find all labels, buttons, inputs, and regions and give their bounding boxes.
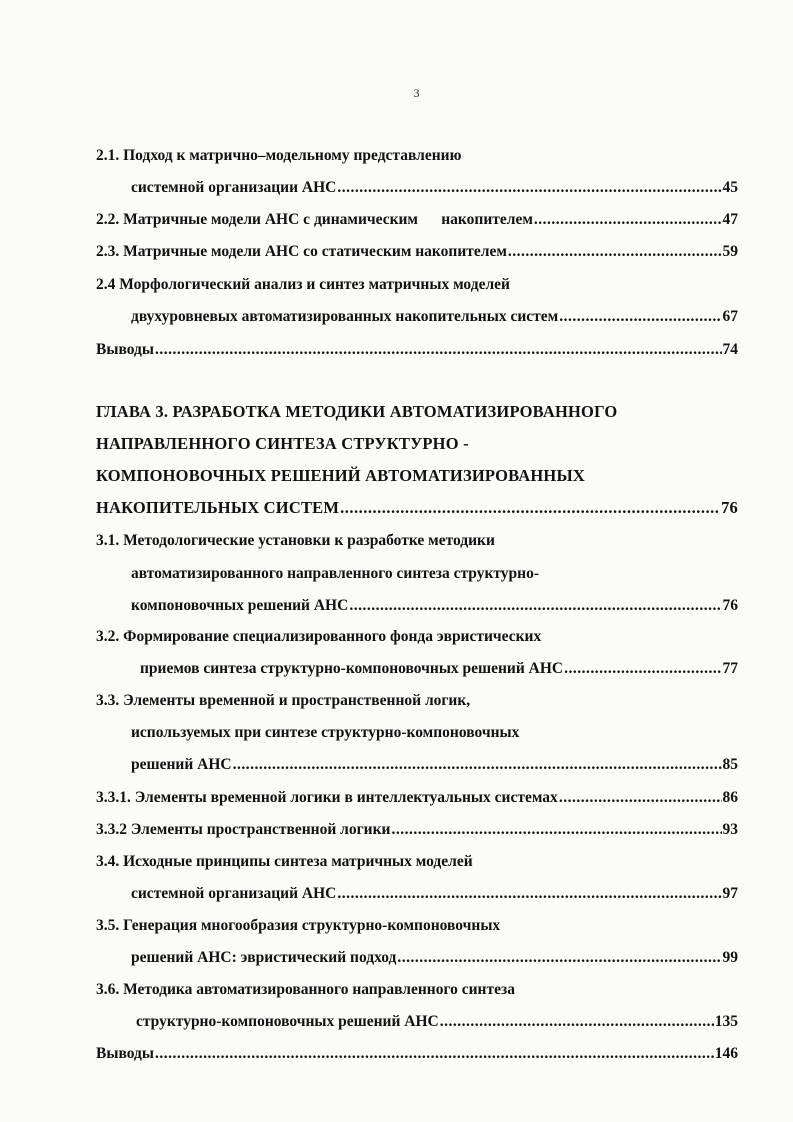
toc-entry-2-4-line2	[131, 304, 738, 330]
toc-entry-text: компоновочных решений АНС	[131, 597, 349, 614]
toc-entry-3-5-line2	[131, 945, 738, 971]
dot-leader	[349, 593, 721, 619]
toc-entry-text: решений АНС: эвристический подход	[131, 949, 397, 966]
toc-entry-3-5-line1	[96, 913, 738, 939]
toc-entry-3-4-line2	[131, 881, 738, 907]
toc-entry-3-1-line2	[131, 561, 738, 587]
dot-leader	[559, 785, 722, 811]
toc-page-number: 59	[722, 243, 738, 260]
toc-entry-text: 3.4. Исходные принципы синтеза матричных моделей	[96, 853, 473, 870]
toc-chapter-3-line3	[96, 463, 738, 489]
toc-entry-text: 3.3. Элементы временной и пространственной логик,	[96, 692, 471, 709]
dot-leader	[340, 495, 720, 521]
toc-entry-text: 2.4 Морфологический анализ и синтез матричных моделей	[96, 276, 510, 293]
toc-entry-text: приемов синтеза структурно-компоновочных решений АНС	[140, 660, 564, 677]
toc-entry-text: системной организации АНС	[131, 179, 337, 196]
toc-entry-text: 2.2. Матричные модели АНС с динамическим накопителем	[96, 211, 533, 228]
toc-entry-text: решений АНС	[131, 756, 232, 773]
toc-entry-3-2-line1	[96, 624, 738, 650]
toc-entry-2-3	[96, 239, 738, 265]
toc-entry-3-6-line2	[136, 1009, 738, 1035]
toc-entry-text: 3.3.1. Элементы временной логики в интеллектуальных системах	[96, 789, 558, 806]
toc-entry-text: 3.5. Генерация многообразия структурно-компоновочных	[96, 917, 501, 934]
chapter-title-text: НАПРАВЛЕННОГО СИНТЕЗА СТРУКТУРНО -	[96, 434, 469, 453]
toc-entry-conclusions-ch2	[96, 337, 738, 363]
toc-page-number: 76	[722, 597, 738, 614]
dot-leader	[337, 175, 721, 201]
toc-page-number: 85	[722, 756, 738, 773]
toc-entry-text: 3.2. Формирование специализированного фонда эвристических	[96, 628, 542, 645]
toc-entry-3-6-line1	[96, 977, 738, 1003]
toc-entry-2-2	[96, 207, 738, 233]
toc-entry-3-3-2	[96, 817, 738, 843]
dot-leader	[534, 207, 722, 233]
chapter-title-text: НАКОПИТЕЛЬНЫХ СИСТЕМ	[96, 498, 340, 517]
toc-page-number: 76	[721, 498, 738, 517]
toc-entry-text: структурно-компоновочных решений АНС	[136, 1013, 439, 1030]
toc-entry-3-3-line1	[96, 688, 738, 714]
toc-entry-text: 3.6. Методика автоматизированного направленного синтеза	[96, 981, 515, 998]
dot-leader	[559, 304, 721, 330]
toc-entry-text: 2.1. Подход к матрично–модельному представлению	[96, 147, 462, 164]
toc-entry-3-3-1	[96, 785, 738, 811]
toc-entry-3-3-line3	[131, 752, 738, 778]
toc-entry-2-1-line2	[131, 175, 738, 201]
dot-leader	[155, 1041, 714, 1067]
toc-page-number: 47	[722, 211, 738, 228]
dot-leader	[233, 752, 722, 778]
toc-page-number: 86	[722, 789, 738, 806]
toc-page-number: 74	[722, 341, 738, 358]
chapter-title-text: ГЛАВА 3. РАЗРАБОТКА МЕТОДИКИ АВТОМАТИЗИРОВАННОГО	[96, 402, 618, 421]
toc-page-number: 146	[714, 1045, 738, 1062]
toc-entry-3-1-line3	[131, 593, 738, 619]
toc-entry-text: Выводы	[96, 341, 154, 358]
toc-entry-text: 3.3.2 Элементы пространственной логики	[96, 821, 391, 838]
toc-entry-text: 2.3. Матричные модели АНС со статическим накопителем	[96, 243, 507, 260]
chapter-title-text: КОМПОНОВОЧНЫХ РЕШЕНИЙ АВТОМАТИЗИРОВАННЫХ	[96, 466, 585, 485]
toc-chapter-3-line4	[96, 495, 738, 521]
toc-entry-text: используемых при синтезе структурно-компоновочных	[131, 724, 520, 741]
dot-leader	[337, 881, 721, 907]
toc-entry-3-3-line2	[131, 720, 738, 746]
dot-leader	[440, 1009, 714, 1035]
toc-entry-2-4-line1	[96, 272, 738, 298]
dot-leader	[564, 656, 721, 682]
toc-entry-conclusions-ch3	[96, 1041, 738, 1067]
toc-page-number: 99	[722, 949, 738, 966]
dot-leader	[397, 945, 721, 971]
toc-page-number: 45	[722, 179, 738, 196]
dot-leader	[391, 817, 721, 843]
toc-entry-text: системной организаций АНС	[131, 885, 337, 902]
toc-page-number: 97	[722, 885, 738, 902]
dot-leader	[508, 239, 722, 265]
toc-entry-text: автоматизированного направленного синтеза структурно-	[131, 565, 539, 582]
toc-entry-text: двухуровневых автоматизированных накопительных систем	[131, 308, 559, 325]
toc-chapter-3-line2	[96, 431, 738, 457]
toc-page-number: 135	[714, 1013, 738, 1030]
page-number: 3	[413, 86, 420, 100]
toc-entry-text: Выводы	[96, 1045, 154, 1062]
toc-page-number: 77	[722, 660, 738, 677]
toc-entry-text: 3.1. Методологические установки к разработке методики	[96, 532, 495, 549]
toc-page-number: 93	[722, 821, 738, 838]
toc-page-number: 67	[722, 308, 738, 325]
toc-entry-2-1-line1	[96, 143, 738, 169]
toc-chapter-3-line1	[96, 399, 738, 425]
toc-entry-3-1-line1	[96, 528, 738, 554]
toc-entry-3-2-line2	[140, 656, 738, 682]
toc-entry-3-4-line1	[96, 849, 738, 875]
dot-leader	[155, 337, 722, 363]
